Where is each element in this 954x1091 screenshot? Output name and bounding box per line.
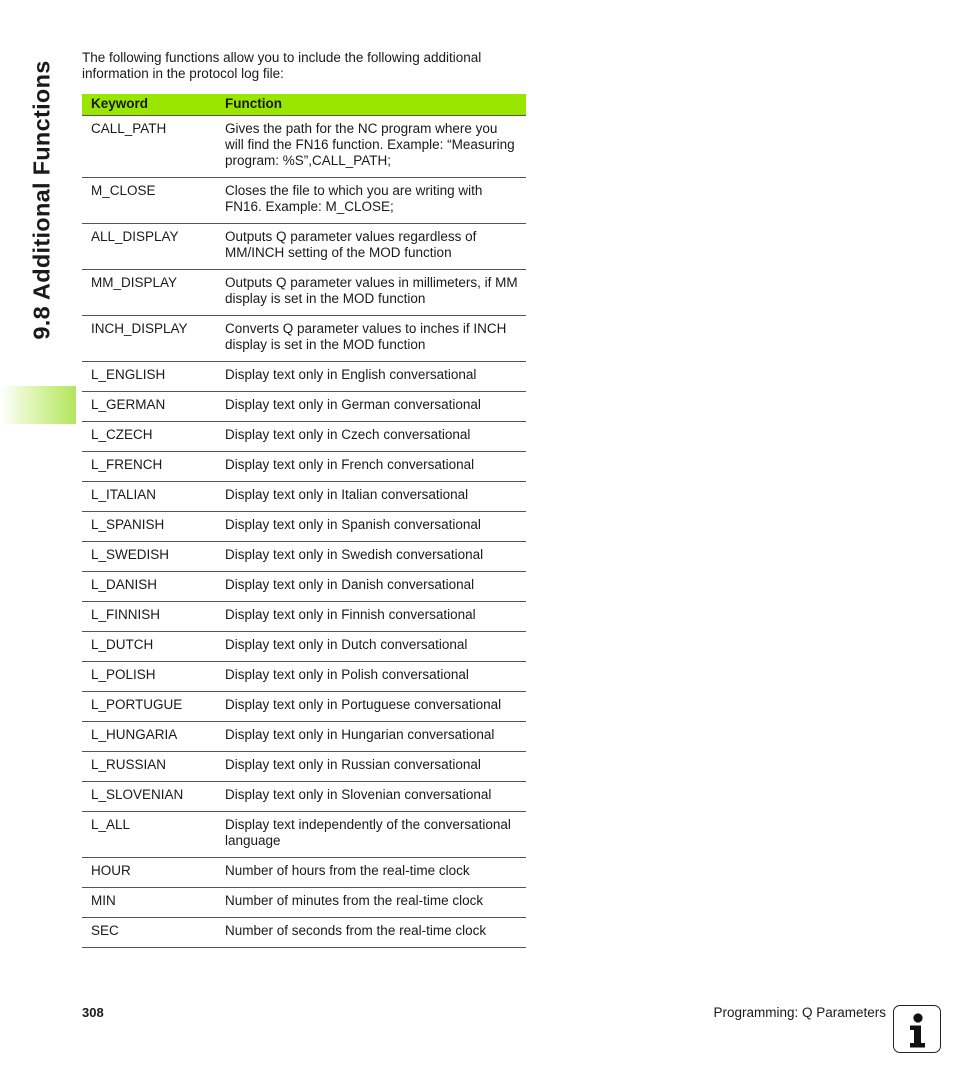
function-cell: Display text only in Czech conversational [219,422,526,452]
function-cell: Display text only in Slovenian conversational [219,782,526,812]
function-cell: Outputs Q parameter values in millimeters, if MM display is set in the MOD function [219,270,526,316]
table-header-row [82,94,526,116]
keyword-cell: ALL_DISPLAY [82,224,219,270]
function-cell: Display text only in Swedish conversational [219,542,526,572]
table-row [82,482,526,512]
keyword-cell: L_GERMAN [82,392,219,422]
keyword-cell: HOUR [82,858,219,888]
table-row [82,632,526,662]
table-row [82,116,526,178]
keyword-cell: L_ALL [82,812,219,858]
table-row [82,752,526,782]
table-row [82,422,526,452]
keyword-cell: L_HUNGARIA [82,722,219,752]
table-row [82,512,526,542]
table-row [82,602,526,632]
table-row [82,858,526,888]
function-cell: Display text only in Russian conversational [219,752,526,782]
footer-title: Programming: Q Parameters [713,1005,886,1020]
function-cell: Display text only in Spanish conversational [219,512,526,542]
keyword-cell: MM_DISPLAY [82,270,219,316]
table-row [82,692,526,722]
function-cell: Gives the path for the NC program where you will find the FN16 function. Example: “Measuring program: %S”,CALL_PATH; [219,116,526,178]
keyword-cell: L_ITALIAN [82,482,219,512]
table-row [82,782,526,812]
function-cell: Display text only in Danish conversational [219,572,526,602]
keyword-cell: SEC [82,918,219,948]
function-cell: Display text only in Hungarian conversational [219,722,526,752]
table-row [82,572,526,602]
keyword-cell: MIN [82,888,219,918]
keyword-cell: INCH_DISPLAY [82,316,219,362]
keyword-cell: L_PORTUGUE [82,692,219,722]
keyword-cell: L_FINNISH [82,602,219,632]
function-cell: Number of seconds from the real-time clock [219,918,526,948]
keyword-cell: L_RUSSIAN [82,752,219,782]
header-function: Function [219,94,526,116]
chapter-tab-marker [0,386,76,424]
function-cell: Display text only in Italian conversational [219,482,526,512]
section-title [26,48,58,352]
keyword-cell: L_SPANISH [82,512,219,542]
keyword-cell: L_POLISH [82,662,219,692]
table-row [82,888,526,918]
page-number: 308 [82,1005,104,1020]
table-row [82,542,526,572]
table-row [82,362,526,392]
function-cell: Number of hours from the real-time clock [219,858,526,888]
table-row [82,316,526,362]
section-title-text: 9.8 Additional Functions [28,60,55,340]
function-cell: Display text only in Portuguese conversational [219,692,526,722]
function-cell: Number of minutes from the real-time clock [219,888,526,918]
function-cell: Outputs Q parameter values regardless of MM/INCH setting of the MOD function [219,224,526,270]
keyword-cell: L_FRENCH [82,452,219,482]
function-cell: Display text only in Dutch conversational [219,632,526,662]
info-icon [893,1005,941,1053]
function-cell: Closes the file to which you are writing with FN16. Example: M_CLOSE; [219,178,526,224]
keyword-cell: L_SWEDISH [82,542,219,572]
keyword-cell: L_DANISH [82,572,219,602]
function-cell: Display text only in French conversational [219,452,526,482]
table-row [82,662,526,692]
table-row [82,224,526,270]
intro-paragraph: The following functions allow you to include the following additional information in the protocol log file: [82,50,482,81]
keyword-cell: L_DUTCH [82,632,219,662]
table-row [82,178,526,224]
function-cell: Display text only in German conversational [219,392,526,422]
header-keyword: Keyword [82,94,219,116]
function-cell: Display text independently of the conversational language [219,812,526,858]
keyword-cell: L_CZECH [82,422,219,452]
table-row [82,918,526,948]
function-cell: Display text only in English conversational [219,362,526,392]
keyword-cell: CALL_PATH [82,116,219,178]
table-row [82,722,526,752]
table-row [82,270,526,316]
function-cell: Display text only in Polish conversational [219,662,526,692]
keyword-table [82,94,526,948]
table-row [82,392,526,422]
keyword-cell: M_CLOSE [82,178,219,224]
function-cell: Converts Q parameter values to inches if INCH display is set in the MOD function [219,316,526,362]
table-row [82,452,526,482]
keyword-cell: L_SLOVENIAN [82,782,219,812]
keyword-cell: L_ENGLISH [82,362,219,392]
function-cell: Display text only in Finnish conversational [219,602,526,632]
table-row [82,812,526,858]
